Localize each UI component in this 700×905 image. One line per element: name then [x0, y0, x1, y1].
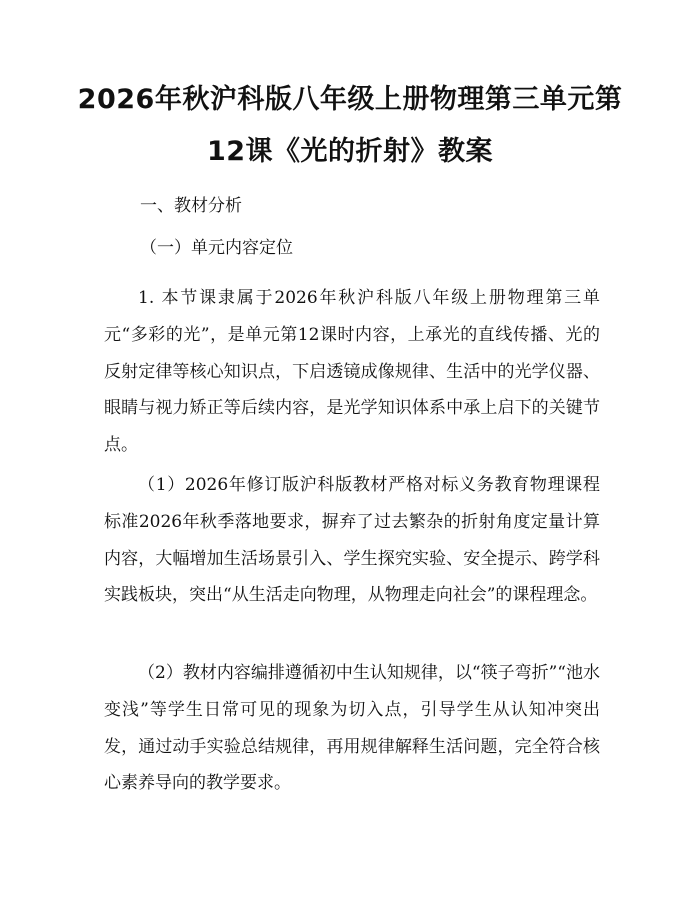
document-title-line-2: 12课《光的折射》教案 — [206, 136, 494, 167]
subsection-heading: （一）单元内容定位 — [140, 238, 293, 258]
paragraph-unit-position: 1. 本节课隶属于2026年秋沪科版八年级上册物理第三单元“多彩的光”，是单元第12课时内容，上承光的直线传播、光的反射定律等核心知识点，下启透镜成像规律、生活中的光学仪器、眼睛与视力矫正等后续内容，是光学知识体系中承上启下的关键节点。 — [104, 288, 600, 456]
paragraph-curriculum-standard: （1）2026年修订版沪科版教材严格对标义务教育物理课程标准2026年秋季落地要求，摒弃了过去繁杂的折射角度定量计算内容，大幅增加生活场景引入、学生探究实验、安全提示、跨学科实践板块，突出“从生活走向物理，从物理走向社会”的课程理念。 — [104, 475, 600, 606]
document-title-line-1: 2026年秋沪科版八年级上册物理第三单元第 — [77, 84, 623, 115]
section-heading: 一、教材分析 — [140, 196, 242, 216]
paragraph-content-arrangement: （2）教材内容编排遵循初中生认知规律，以“筷子弯折”“池水变浅”等学生日常可见的现象为切入点，引导学生从认知冲突出发，通过动手实验总结规律，再用规律解释生活问题，完全符合核心素养导向的教学要求。 — [104, 663, 600, 794]
